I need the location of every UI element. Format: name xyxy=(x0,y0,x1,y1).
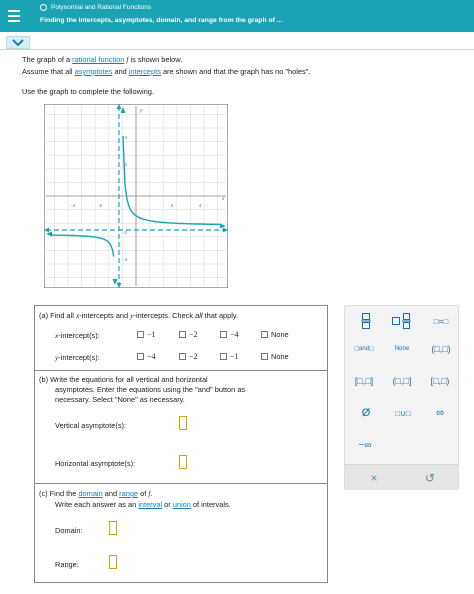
problem-text: and xyxy=(112,67,129,76)
prompt-text: of xyxy=(138,489,149,498)
option-label: None xyxy=(271,330,289,339)
x-var: x xyxy=(55,331,59,340)
option-label: −1 xyxy=(230,352,239,361)
x-var: x xyxy=(75,311,80,320)
horizontal-asymptote-label: Horizontal asymptote(s): xyxy=(55,459,136,468)
x-option-2[interactable] xyxy=(179,330,198,339)
problem-text: is shown below. xyxy=(128,55,183,64)
range-link[interactable]: range xyxy=(119,489,139,498)
top-bar xyxy=(0,0,474,32)
function-var: f xyxy=(148,489,151,498)
open-interval-key[interactable]: (□,□) xyxy=(431,344,451,354)
y-option-1[interactable] xyxy=(137,352,156,361)
none-key[interactable]: None xyxy=(394,346,410,352)
problem-line-3: Use the graph to complete the following. xyxy=(22,87,154,96)
label-text: -intercept(s): xyxy=(58,353,100,362)
domain-link[interactable]: domain xyxy=(78,489,103,498)
x-tick-label: 4 xyxy=(198,203,202,208)
mixed-fraction-key[interactable] xyxy=(389,312,415,330)
x-option-3[interactable] xyxy=(220,330,239,339)
part-c-line-2 xyxy=(55,500,231,509)
prompt-text: (a) Find all xyxy=(39,311,76,320)
chevron-down-icon xyxy=(12,39,24,47)
x-tick-label: -2 xyxy=(97,203,103,208)
half-open-right-key[interactable]: (□,□] xyxy=(392,376,412,386)
function-graph xyxy=(44,104,228,288)
y-option-3[interactable] xyxy=(220,352,239,361)
topic-text: Polynomial and Rational Functions xyxy=(51,4,152,11)
y-tick-label: -4 xyxy=(122,257,127,262)
problem-text: are shown and that the graph has no "holes". xyxy=(160,67,311,76)
prompt-text: and xyxy=(102,489,120,498)
x-tick-label: 2 xyxy=(170,203,174,208)
interval-link[interactable]: interval xyxy=(138,500,163,509)
x-option-none[interactable] xyxy=(261,330,289,339)
y-var: y xyxy=(55,353,59,362)
part-a-prompt xyxy=(39,311,238,320)
y-option-none[interactable] xyxy=(261,352,289,361)
divider xyxy=(0,49,474,50)
prompt-text: of intervals. xyxy=(190,500,231,509)
y-axis-label: y xyxy=(140,108,143,114)
option-label: −2 xyxy=(189,352,198,361)
rational-function-link[interactable]: rational function xyxy=(72,55,125,64)
fraction-key[interactable] xyxy=(357,312,375,330)
problem-line-1 xyxy=(22,55,182,64)
part-c-line-1 xyxy=(39,489,152,498)
empty-set-key[interactable]: Ø xyxy=(361,407,371,419)
page-title: Finding the intercepts, asymptotes, domain, and range from the graph of ... xyxy=(40,17,283,24)
problem-text: Assume that all xyxy=(22,67,75,76)
part-b-line-3: necessary. Select "None" as necessary. xyxy=(55,395,185,404)
y-intercept-label xyxy=(55,353,100,362)
y-tick-label: 2 xyxy=(124,162,127,167)
range-input[interactable] xyxy=(109,555,117,569)
clear-button[interactable]: × xyxy=(370,471,378,485)
prompt-text: -intercepts and xyxy=(79,311,131,320)
x-option-1[interactable] xyxy=(137,330,156,339)
vertical-asymptote-input[interactable] xyxy=(179,416,187,430)
menu-icon[interactable] xyxy=(4,4,24,28)
collapse-button[interactable] xyxy=(6,36,30,49)
x-tick-label: -4 xyxy=(70,203,76,208)
prompt-text: (c) Find the xyxy=(39,489,79,498)
placeholder-box: □ xyxy=(369,345,374,353)
x-axis-label: x xyxy=(222,196,225,202)
part-b-line-2: asymptotes. Enter the equations using the "and" button as xyxy=(55,385,246,394)
domain-input[interactable] xyxy=(109,521,117,535)
prompt-text: that apply. xyxy=(202,311,239,320)
checkbox[interactable] xyxy=(261,331,268,338)
undo-button[interactable]: ↺ xyxy=(424,471,436,485)
part-b-box xyxy=(34,371,328,484)
equals-key[interactable]: □=□ xyxy=(433,316,449,326)
label-text: -intercept(s): xyxy=(58,331,100,340)
option-label: None xyxy=(271,352,289,361)
and-label: and xyxy=(358,346,369,352)
topic-circle-icon xyxy=(40,4,47,11)
option-label: −4 xyxy=(230,330,239,339)
palette-action-bar xyxy=(345,464,458,490)
prompt-text: or xyxy=(162,500,173,509)
half-open-left-key[interactable]: [□,□) xyxy=(430,376,450,386)
checkbox[interactable] xyxy=(179,353,186,360)
part-a-box xyxy=(34,305,328,371)
infinity-key[interactable]: ∞ xyxy=(436,407,444,419)
y-tick-label: -2 xyxy=(122,230,127,235)
prompt-text: . xyxy=(150,489,153,498)
checkbox[interactable] xyxy=(220,353,227,360)
placeholder-box: □ xyxy=(354,345,359,353)
checkbox[interactable] xyxy=(261,353,268,360)
intercepts-link[interactable]: intercepts xyxy=(128,67,161,76)
and-key[interactable] xyxy=(349,342,379,356)
problem-text: The graph of a xyxy=(22,55,73,64)
problem-line-2 xyxy=(22,67,310,76)
option-label: −2 xyxy=(189,330,198,339)
domain-label: Domain: xyxy=(55,526,83,535)
union-link[interactable]: union xyxy=(172,500,191,509)
asymptotes-link[interactable]: asymptotes xyxy=(74,67,113,76)
option-label: −1 xyxy=(147,330,156,339)
checkbox[interactable] xyxy=(220,331,227,338)
union-key[interactable]: □∪□ xyxy=(395,408,411,418)
checkbox[interactable] xyxy=(179,331,186,338)
prompt-text: all xyxy=(195,311,203,320)
mixed-fraction-icon xyxy=(392,313,412,329)
x-intercept-label xyxy=(55,331,100,340)
y-tick-label: 4 xyxy=(124,135,127,140)
y-option-2[interactable] xyxy=(179,352,198,361)
negative-infinity-key[interactable]: −∞ xyxy=(358,439,372,451)
part-b-line-1: (b) Write the equations for all vertical and horizontal xyxy=(39,375,208,384)
prompt-text: -intercepts. Check xyxy=(133,311,196,320)
part-c-box xyxy=(34,484,328,583)
answer-palette xyxy=(344,305,459,490)
y-var: y xyxy=(130,311,134,320)
prompt-text: Write each answer as an xyxy=(55,500,139,509)
checkbox[interactable] xyxy=(137,331,144,338)
vertical-asymptote-label: Vertical asymptote(s): xyxy=(55,421,127,430)
horizontal-asymptote-input[interactable] xyxy=(179,455,187,469)
closed-interval-key[interactable]: [□,□] xyxy=(354,376,374,386)
option-label: −4 xyxy=(147,352,156,361)
topic-line xyxy=(40,4,151,11)
checkbox[interactable] xyxy=(137,353,144,360)
fraction-icon xyxy=(361,313,371,329)
range-label: Range: xyxy=(55,560,79,569)
function-var: f xyxy=(126,55,129,64)
